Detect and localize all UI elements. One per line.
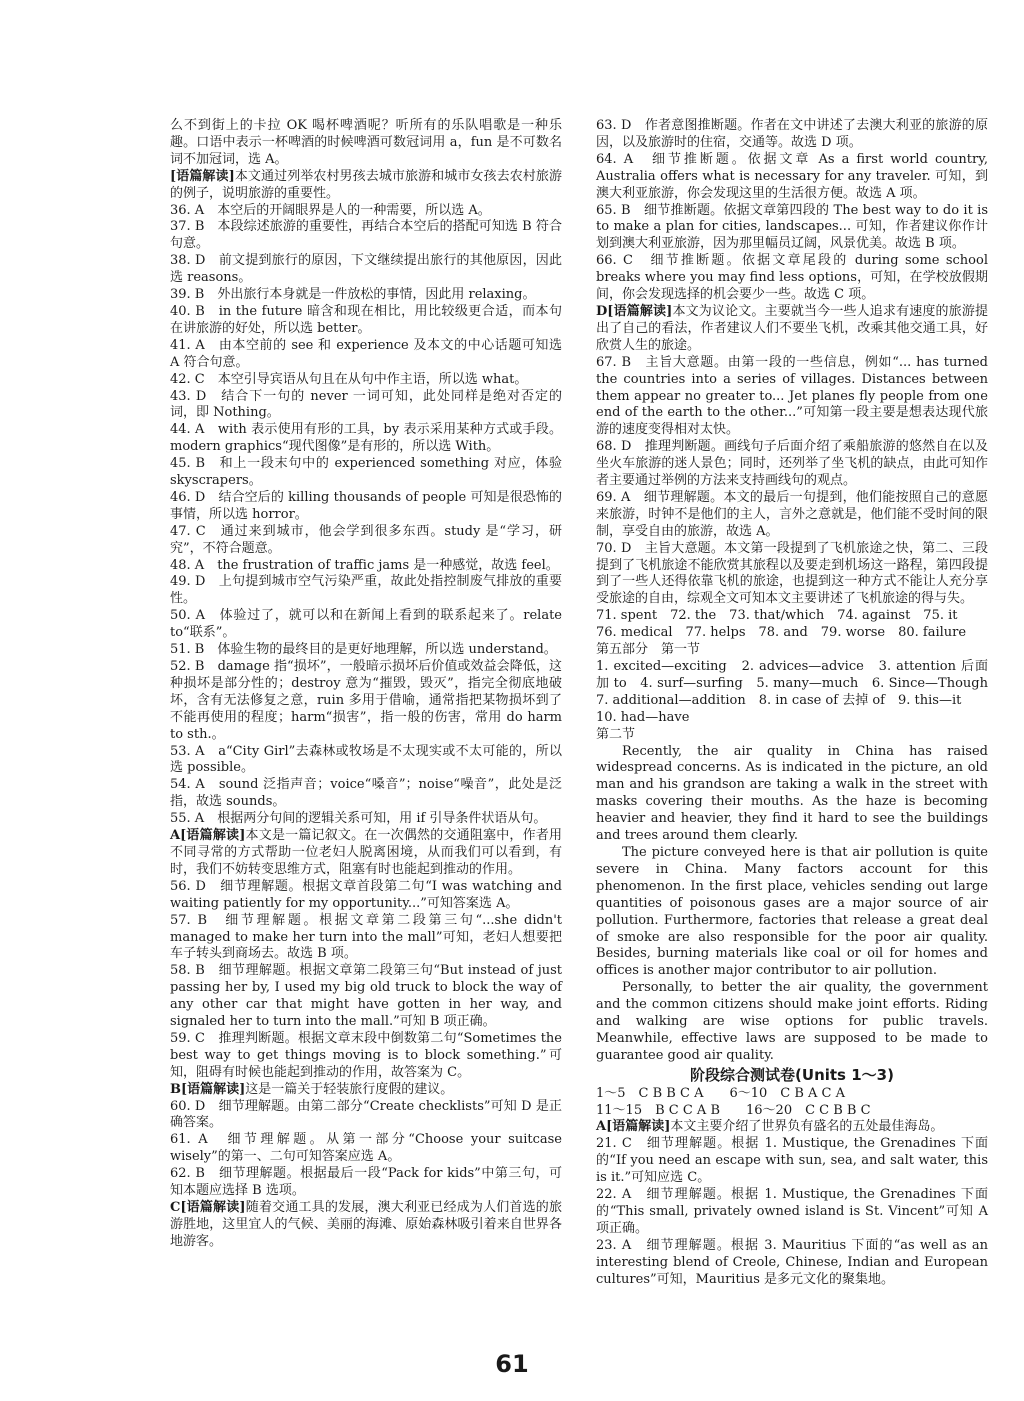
answer-item: 41. A 由本空前的 see 和 experience 及本文的中心话题可知选 A 符合句意。 bbox=[170, 337, 562, 370]
answer-item: 63. D 作者意图推断题。作者在文中讲述了去澳大利亚的旅游的原因，以及旅游时的住宿，交通等。故选 D 项。 bbox=[596, 118, 988, 150]
answer-item: 1. excited—exciting 2. advices—advice 3. attention 后面加 to 4. surf—surfing 5. many—much 6. Since—Though 7. additional—addition 8. in case of 去掉 of 9. this—it bbox=[596, 659, 1002, 708]
answer-item: 45. B 和上一段末句中的 experienced something 对应，体验 skyscrapers。 bbox=[170, 456, 562, 489]
answer-item: 43. D 结合下一句的 never 一词可知，此处同样是绝对否定的词，即 Nothing。 bbox=[170, 388, 562, 421]
answer-item: 39. B 外出旅行本身就是一件放松的事情，因此用 relaxing。 bbox=[170, 287, 536, 303]
answer-item: 49. D 上句提到城市空气污染严重，故此处指控制废气排放的重要性。 bbox=[170, 574, 562, 607]
page-number: 61 bbox=[495, 1350, 529, 1378]
answer-item: 71. spent 72. the 73. that/which 74. against 75. it bbox=[596, 608, 958, 624]
answer-item: 50. A 体验过了，就可以和在新闻上看到的联系起来了。relate to“联系”。 bbox=[170, 608, 562, 641]
answer-item: 76. medical 77. helps 78. and 79. worse 80. failure bbox=[596, 625, 967, 641]
answer-item: 51. B 体验生物的最终目的是更好地理解，所以选 understand。 bbox=[170, 642, 557, 658]
answer-item: 37. B 本段综述旅游的重要性，再结合本空后的搭配可知选 B 符合句意。 bbox=[170, 219, 562, 252]
answer-item: 59. C 推理判断题。根据文章末段中倒数第二句“Sometimes the best way to get things moving is to block something.”可知，阻碍有时候也能起到推动的作用，故答案为 C。 bbox=[170, 1030, 562, 1080]
answer-item: 22. A 细节理解题。根据 1. Mustique, the Grenadines 下面的“This small, privately owned island is St. Vincent”可知 A 项正确。 bbox=[596, 1187, 988, 1236]
passage-note bbox=[170, 1200, 562, 1251]
essay-paragraph: Personally, to better the air quality, the government and the common citizens should make joint efforts. Riding and walking are wise options for public travels. Meanwhile, effective laws are supposed to be made to guarantee good air quality. bbox=[596, 980, 988, 1063]
answer-item: 69. A 细节理解题。本文的最后一句提到，他们能按照自己的意愿来旅游，时钟不是他们的主人，言外之意就是，他们能不受时间的限制，享受自由的旅游，故选 A。 bbox=[596, 489, 988, 539]
answer-item: 60. D 细节理解题。由第二部分“Create checklists”可知 D 是正确答案。 bbox=[170, 1098, 562, 1131]
passage-note bbox=[170, 1082, 562, 1099]
answer-item: 70. D 主旨大意题。本文第一段提到了飞机旅途之快，第二、三段提到了飞机旅途不能欣赏其旅程以及要走到机场这一路程，第四段提到了一些人还得依靠飞机的旅途，也提到这一种方式不能让人充分享受旅途的自由，综观全文可知本文主要讲述了飞机旅途的得与失。 bbox=[596, 540, 988, 607]
passage-note bbox=[170, 169, 562, 203]
section-title: 阶段综合测试卷(Units 1～3) bbox=[690, 1065, 894, 1084]
answer-item: 第二节 bbox=[596, 726, 636, 742]
passage-note-text: 本文通过列举农村男孩去城市旅游和城市女孩去农村旅游的例子，说明旅游的重要性。 bbox=[170, 168, 562, 201]
essay-paragraph: The picture conveyed here is that air pollution is quite severe in China. Many factors account for this phenomenon. In the first place, vehicles sending out large quantities of poisonous gases are a major source of air pollution. Furthermore, factories that release a great deal of smoke are also responsible for the poor air quality. Besides, burning materials like coal or oil for homes and offices is another major contributor to air pollution. bbox=[596, 844, 988, 979]
answer-item: 52. B damage 指“损坏”，一般暗示损坏后价值或效益会降低，这种损坏是部分性的；destroy 意为“摧毁，毁灭”，指完全彻底地破坏，含有无法修复之意，ruin 多用于借喻，通常指把某物损坏到了不能再使用的程度；harm“损害”，指一般的伤害，常用 do harm to sth.。 bbox=[170, 659, 562, 742]
passage-note bbox=[596, 1119, 988, 1136]
answer-item: 1～5 C B B C A 6～10 C B A C A bbox=[596, 1085, 846, 1101]
answer-item: 38. D 前文提到旅行的原因，下文继续提出旅行的其他原因，因此选 reasons。 bbox=[170, 253, 562, 286]
answer-item: 11～15 B C C A B 16～20 C C B B C bbox=[596, 1102, 871, 1118]
answer-item: 46. D 结合空后的 killing thousands of people 可知是很恐怖的事情，所以选 horror。 bbox=[170, 489, 562, 522]
passage-note-label: A[语篇解读] bbox=[596, 1119, 671, 1135]
answer-item: 55. A 根据两分句间的逻辑关系可知，用 if 引导条件状语从句。 bbox=[170, 811, 547, 827]
passage-note-text: 这是一篇关于轻装旅行度假的建议。 bbox=[245, 1081, 454, 1097]
answer-item: 42. C 本空引导宾语从句且在从句中作主语，所以选 what。 bbox=[170, 371, 528, 387]
answer-item: 62. B 细节理解题。根据最后一段“Pack for kids”中第三句，可知本题应选择 B 选项。 bbox=[170, 1166, 562, 1199]
answer-item: 68. D 推理判断题。画线句子后面介绍了乘船旅游的悠然自在以及坐火车旅游的迷人景色；同时，还列举了坐飞机的缺点，由此可知作者主要通过举例的方法来支持画线句的观点。 bbox=[596, 439, 988, 489]
answer-item: 53. A a“City Girl”去森林或牧场是不太现实或不太可能的，所以选 possible。 bbox=[170, 743, 562, 776]
answer-item: 21. C 细节理解题。根据 1. Mustique, the Grenadines 下面的“If you need an escape with sun, sea, and salt water, this is it.”可知应选 C。 bbox=[596, 1136, 988, 1186]
answer-item: 58. B 细节理解题。根据文章第二段第三句“But instead of just passing her by, I used my big old truck to block the way of any other car that might have gotten in her way, and signaled her to turn into the mall.”可知 B 项正确。 bbox=[170, 963, 562, 1030]
answer-item: 44. A with 表示使用有形的工具，by 表示采用某种方式或手段。modern graphics“现代图像”是有形的，所以选 With。 bbox=[170, 422, 562, 455]
passage-note-text: 本文是一篇记叙文。在一次偶然的交通阻塞中，作者用不同寻常的方式帮助一位老妇人脱离困境，从而我们可以看到，有时，我们不妨转变思维方式，阻塞有时也能起到推动的作用。 bbox=[170, 828, 562, 877]
answer-item: 23. A 细节理解题。根据 3. Mauritius 下面的“as well as an interesting blend of Creole, Chinese, Indian and European cultures”可知，Mauritius 是多元文化的聚集地。 bbox=[596, 1237, 988, 1287]
passage-note bbox=[596, 304, 988, 355]
answer-item: 66. C 细节推断题。依据文章尾段的 during some school breaks where you may find less options，可知，在学校放假期间，你会发现选择的机会要少一些。故选 C 项。 bbox=[596, 253, 988, 303]
passage-note bbox=[170, 828, 562, 879]
essay-paragraph: Recently, the air quality in China has raised widespread concerns. As is indicated in the picture, an old man and his grandson are taking a walk in the street with masks covering their mouths. As the haze is becoming heavier and heavier, they find it hard to see the buildings and trees around them clearly. bbox=[596, 743, 988, 844]
answer-item: 67. B 主旨大意题。由第一段的一些信息，例如“... has turned the countries into a series of villages. Distances between them appear no greater to... Jet planes fly people from one end of the earth to the other...”可知第一段主要是想表达现代旅游的速度变得相对太快。 bbox=[596, 354, 988, 438]
answer-item: 54. A sound 泛指声音；voice“嗓音”；noise“噪音”，此处是泛指，故选 sounds。 bbox=[170, 777, 562, 810]
answer-item: 61. A 细节理解题。从第一部分“Choose your suitcase wisely”的第一、二句可知答案应选 A。 bbox=[170, 1132, 562, 1165]
passage-note-text: 本文主要介绍了世界负有盛名的五处最佳海岛。 bbox=[670, 1119, 944, 1135]
answer-item: 47. C 通过来到城市，他会学到很多东西。study 是“学习，研究”，不符合题意。 bbox=[170, 523, 562, 556]
passage-note-label: B[语篇解读] bbox=[170, 1081, 246, 1097]
answer-item: 56. D 细节理解题。根据文章首段第二句“I was watching and waiting patiently for my opportunity...”可知答案选 A。 bbox=[170, 878, 562, 911]
passage-note-text: 本文为议论文。主要就当今一些人追求有速度的旅游提出了自己的看法，作者建议人们不要坐飞机，改乘其他交通工具，好欣赏人生的旅途。 bbox=[596, 303, 988, 353]
right-column bbox=[596, 118, 1002, 1289]
left-column bbox=[170, 118, 562, 1251]
answer-item: 40. B in the future 暗含和现在相比，用比较级更合适，而本句在讲旅游的好处，所以选 better。 bbox=[170, 303, 562, 336]
answer-item: 57. B 细节理解题。根据文章第二段第三句“...she didn't managed to make her turn into the mall”可知，老妇人想要把车子转头到商场去。故选 B 项。 bbox=[170, 912, 562, 962]
answer-item: 36. A 本空后的开阔眼界是人的一种需要，所以选 A。 bbox=[170, 202, 491, 218]
answer-item: 64. A 细节推断题。依据文章 As a first world country, Australia offers what is necessary for any traveler. 可知，到澳大利亚旅游，你会发现这里的生活很方便。故选 A 项。 bbox=[596, 151, 988, 201]
answer-item: 65. B 细节推断题。依据文章第四段的 The best way to do it is to make a plan for cities, landscapes... 可知，作者建议你作计划到澳大利亚旅游，因为那里幅员辽阔，风景优美。故选 B 项。 bbox=[596, 202, 988, 252]
passage-note-label: A[语篇解读] bbox=[170, 828, 246, 844]
passage-note-label: D[语篇解读] bbox=[596, 303, 673, 319]
answer-item: 第五部分 第一节 bbox=[596, 642, 701, 658]
passage-note-label: C[语篇解读] bbox=[170, 1200, 246, 1215]
passage-note-text: 随着交通工具的发展，澳大利亚已经成为人们首选的旅游胜地，这里宜人的气候、美丽的海滩、原始森林吸引着来自世界各地游客。 bbox=[170, 1200, 562, 1249]
passage-note-label: [语篇解读] bbox=[170, 168, 235, 184]
answer-item: 10. had—have bbox=[596, 709, 690, 725]
answer-item: 么不到街上的卡拉 OK 喝杯啤酒呢？听所有的乐队唱歌是一种乐趣。口语中表示一杯啤酒的时候啤酒可数冠词用 a，fun 是不可数名词不加冠词，选 A。 bbox=[170, 118, 562, 167]
answer-item: 48. A the frustration of traffic jams 是一种感觉，故选 feel。 bbox=[170, 557, 559, 573]
